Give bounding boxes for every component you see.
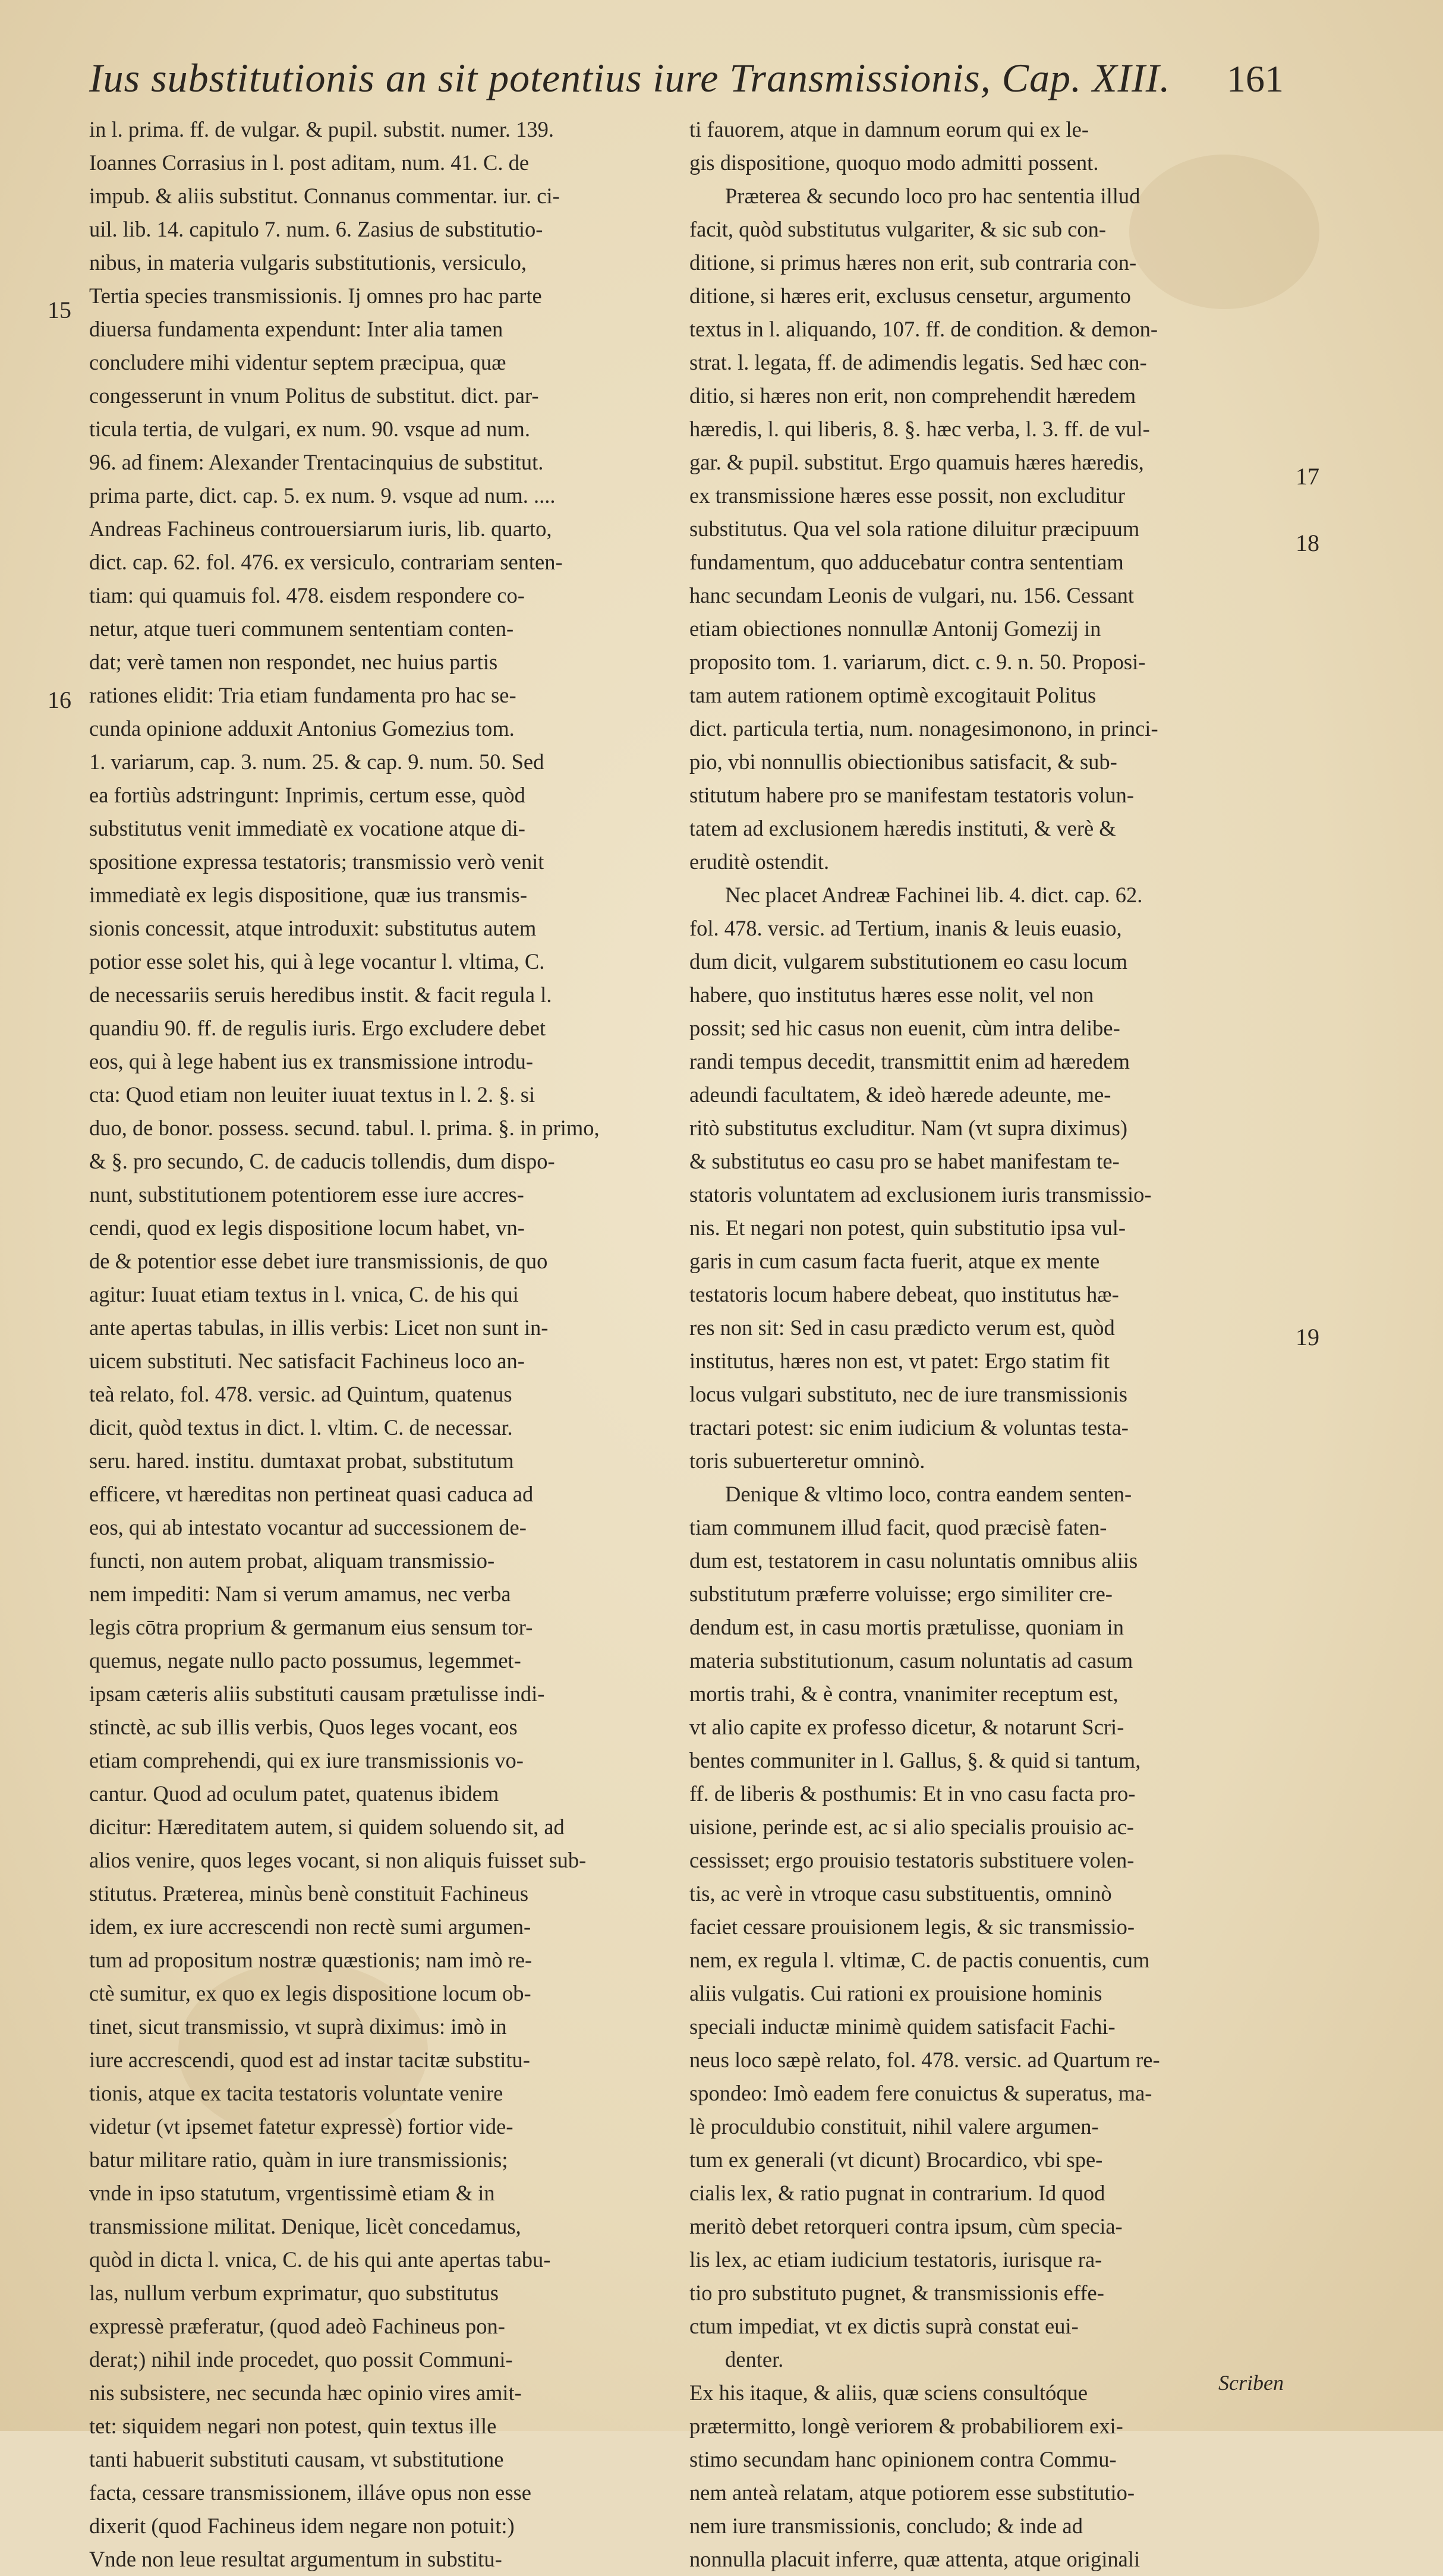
text-line: ff. de liberis & posthumis: Et in vno casu facta pro- (689, 1781, 1136, 1806)
text-line: cantur. Quod ad oculum patet, quatenus ibidem (89, 1781, 499, 1806)
text-line: quemus, negate nullo pacto possumus, legemmet- (89, 1648, 521, 1673)
text-line: hæredis, l. qui liberis, 8. §. hæc verba, l. 3. ff. de vul- (689, 417, 1150, 441)
text-line: dict. particula tertia, num. nonagesimonono, in princi- (689, 716, 1158, 741)
text-line: garis in cum casum facta fuerit, atque ex mente (689, 1249, 1100, 1273)
text-line: substitutus venit immediatè ex vocatione atque di- (89, 816, 525, 840)
text-line: ticula tertia, de vulgari, ex num. 90. vsque ad num. (89, 417, 530, 441)
text-line: quòd in dicta l. vnica, C. de his qui ante apertas tabu- (89, 2247, 551, 2272)
text-line: denter. (725, 2347, 784, 2372)
text-line: & substitutus eo casu pro se habet manifestam te- (689, 1149, 1120, 1173)
text-line: meritò debet retorqueri contra ipsum, cùm specia- (689, 2214, 1123, 2238)
text-line: immediatè ex legis dispositione, quæ ius transmis- (89, 883, 528, 907)
text-line: ipsam cæteris aliis substituti causam prætulisse indi- (89, 1681, 545, 1706)
text-line: gis dispositione, quoquo modo admitti possent. (689, 150, 1099, 175)
text-line: strat. l. legata, ff. de adimendis legatis. Sed hæc con- (689, 350, 1147, 374)
text-line: stitutum habere pro se manifestam testatoris volun- (689, 783, 1135, 807)
text-line: dicitur: Hæreditatem autem, si quidem soluendo sit, ad (89, 1815, 565, 1839)
text-line: potior esse solet his, qui à lege vocantur l. vltima, C. (89, 949, 545, 974)
text-line: nem iure transmissionis, concludo; & inde ad (689, 2514, 1083, 2538)
text-line: de & potentior esse debet iure transmissionis, de quo (89, 1249, 548, 1273)
text-line: concludere mihi videntur septem præcipua, quæ (89, 350, 506, 374)
text-line: impub. & aliis substitut. Connanus commentar. iur. ci- (89, 184, 560, 208)
text-line: bentes communiter in l. Gallus, §. & quid si tantum, (689, 1748, 1141, 1772)
text-line: hanc secundam Leonis de vulgari, nu. 156. Cessant (689, 583, 1135, 607)
text-line: eos, qui à lege habent ius ex transmissione introdu- (89, 1049, 534, 1073)
text-line: proposito tom. 1. variarum, dict. c. 9. n. 50. Proposi- (689, 650, 1146, 674)
text-line: ante apertas tabulas, in illis verbis: Licet non sunt in- (89, 1315, 549, 1340)
text-line: cessisset; ergo prouisio testatoris substituere volen- (689, 1848, 1135, 1872)
text-line: ditione, si primus hæres non erit, sub contraria con- (689, 250, 1137, 275)
text-line: tractari potest: sic enim iudicium & voluntas testa- (689, 1415, 1129, 1440)
text-line: randi tempus decedit, transmittit enim ad hæredem (689, 1049, 1130, 1073)
text-line: 1. variarum, cap. 3. num. 25. & cap. 9. num. 50. Sed (89, 750, 544, 774)
text-line: adeundi facultatem, & ideò hærede adeunte, me- (689, 1082, 1111, 1107)
text-line: substitutum præferre voluisse; ergo similiter cre- (689, 1582, 1113, 1606)
text-line: fundamentum, quo adducebatur contra sententiam (689, 550, 1124, 574)
text-line: idem, ex iure accrescendi non rectè sumi argumen- (89, 1914, 531, 1939)
text-line: cta: Quod etiam non leuiter iuuat textus in l. 2. §. si (89, 1082, 535, 1107)
text-line: Ioannes Corrasius in l. post aditam, num. 41. C. de (89, 150, 530, 175)
text-line: etiam obiectiones nonnullæ Antonij Gomezij in (689, 616, 1101, 641)
text-line: rationes elidit: Tria etiam fundamenta pro hac se- (89, 683, 516, 707)
text-line: de necessariis seruis heredibus instit. & facit regula l. (89, 982, 552, 1007)
text-line: cunda opinione adduxit Antonius Gomezius tom. (89, 716, 515, 741)
text-line: netur, atque tueri communem sententiam conten- (89, 616, 514, 641)
text-line: tum ad propositum nostræ quæstionis; nam imò re- (89, 1948, 533, 1972)
text-line: tio pro substituto pugnet, & transmissionis effe- (689, 2281, 1104, 2305)
text-line: transmissione militat. Denique, licèt concedamus, (89, 2214, 521, 2238)
text-line: & §. pro secundo, C. de caducis tollendis, dum dispo- (89, 1149, 555, 1173)
text-line: 96. ad finem: Alexander Trentacinquius de substitut. (89, 450, 544, 474)
text-line: lè proculdubio constituit, nihil valere argumen- (689, 2114, 1099, 2139)
text-line: agitur: Iuuat etiam textus in l. vnica, C. de his qui (89, 1282, 519, 1306)
text-line: prætermitto, longè veriorem & probabiliorem exi- (689, 2414, 1123, 2438)
text-line: tis, ac verè in vtroque casu substituentis, omninò (689, 1881, 1112, 1906)
text-line: fol. 478. versic. ad Tertium, inanis & leuis euasio, (689, 916, 1122, 940)
text-line: eos, qui ab intestato vocantur ad successionem de- (89, 1515, 527, 1539)
text-line: faciet cessare prouisionem legis, & sic transmissio- (689, 1914, 1135, 1939)
text-line: dict. cap. 62. fol. 476. ex versiculo, contrariam senten- (89, 550, 563, 574)
text-line: tiam: qui quamuis fol. 478. eisdem respondere co- (89, 583, 525, 607)
catchword: Scriben (1218, 2371, 1284, 2395)
margin-number: 16 (48, 686, 71, 713)
text-line: duo, de bonor. possess. secund. tabul. l. prima. §. in primo, (89, 1116, 600, 1140)
text-line: congesserunt in vnum Politus de substitut. dict. par- (89, 383, 539, 408)
left-column (89, 113, 666, 2576)
text-line: textus in l. aliquando, 107. ff. de condition. & demon- (689, 317, 1158, 341)
text-line: Ex his itaque, & aliis, quæ sciens consultóque (689, 2380, 1088, 2405)
text-line: nis subsistere, nec secunda hæc opinio vires amit- (89, 2380, 522, 2405)
text-line: in l. prima. ff. de vulgar. & pupil. substit. numer. 139. (89, 117, 554, 141)
text-line: sionis concessit, atque introduxit: substitutus autem (89, 916, 537, 940)
text-line: dicit, quòd textus in dict. l. vltim. C. de necessar. (89, 1415, 513, 1440)
text-line: gar. & pupil. substitut. Ergo quamuis hæres hæredis, (689, 450, 1144, 474)
text-line: functi, non autem probat, aliquam transmissio- (89, 1548, 495, 1573)
text-line: cendi, quod ex legis dispositione locum habet, vn- (89, 1215, 525, 1240)
text-line: nem impediti: Nam si verum amamus, nec verba (89, 1582, 511, 1606)
text-line: ctum impediat, vt ex dictis suprà constat eui- (689, 2314, 1079, 2338)
text-line: efficere, vt hæreditas non pertineat quasi caduca ad (89, 1482, 534, 1506)
text-line: tet: siquidem negari non potest, quin textus ille (89, 2414, 497, 2438)
text-line: Præterea & secundo loco pro hac sententia illud (725, 184, 1140, 208)
margin-number: 15 (48, 297, 71, 323)
text-line: Tertia species transmissionis. Ij omnes pro hac parte (89, 284, 542, 308)
text-line: nis. Et negari non potest, quin substitutio ipsa vul- (689, 1215, 1126, 1240)
text-line: uisione, perinde est, ac si alio specialis prouisio ac- (689, 1815, 1135, 1839)
text-line: uicem substituti. Nec satisfacit Fachineus loco an- (89, 1349, 525, 1373)
text-line: prima parte, dict. cap. 5. ex num. 9. vsque ad num. .... (89, 483, 556, 508)
text-line: lis lex, ac etiam iudicium testatoris, iurisque ra- (689, 2247, 1102, 2272)
right-column (689, 113, 1272, 2576)
text-line: vnde in ipso statutum, vrgentissimè etiam & in (89, 2181, 495, 2205)
text-line: possit; sed hic casus non euenit, cùm intra delibe- (689, 1016, 1120, 1040)
text-line: aliis vulgatis. Cui rationi ex prouisione hominis (689, 1981, 1102, 2005)
text-line: dum dicit, vulgarem substitutionem eo casu locum (689, 949, 1127, 974)
text-line: Vnde non leue resultat argumentum in substitu- (89, 2547, 502, 2571)
running-title: Ius substitutionis an sit potentius iure Transmissionis, Cap. XIII. (89, 55, 1171, 100)
text-line: etiam comprehendi, qui ex iure transmissionis vo- (89, 1748, 524, 1772)
text-line: tum ex generali (vt dicunt) Brocardico, vbi spe- (689, 2147, 1103, 2172)
text-line: nem anteà relatam, atque potiorem esse substitutio- (689, 2480, 1135, 2505)
text-line: tanti habuerit substituti causam, vt substitutione (89, 2447, 504, 2471)
text-line: alios venire, quos leges vocant, si non aliquis fuisset sub- (89, 1848, 587, 1872)
text-line: stimo secundam hanc opinionem contra Commu- (689, 2447, 1117, 2471)
text-line: dendum est, in casu mortis prætulisse, quoniam in (689, 1615, 1124, 1639)
text-line: facta, cessare transmissionem, illáve opus non esse (89, 2480, 531, 2505)
text-line: neus loco sæpè relato, fol. 478. versic. ad Quartum re- (689, 2048, 1160, 2072)
text-line: ex transmissione hæres esse possit, non excluditur (689, 483, 1125, 508)
page-header (89, 55, 1284, 120)
text-line: batur militare ratio, quàm in iure transmissionis; (89, 2147, 508, 2172)
text-line: dat; verè tamen non respondet, nec huius partis (89, 650, 498, 674)
text-line: ea fortiùs adstringunt: Inprimis, certum esse, quòd (89, 783, 525, 807)
text-line: nunt, substitutionem potentiorem esse iure accres- (89, 1182, 524, 1207)
text-line: facit, quòd substitutus vulgariter, & sic sub con- (689, 217, 1107, 241)
text-line: ditione, si hæres erit, exclusus censetur, argumento (689, 284, 1131, 308)
text-line: ti fauorem, atque in damnum eorum qui ex le- (689, 117, 1089, 141)
margin-number: 19 (1296, 1324, 1319, 1350)
text-line: spondeo: Imò eadem fere conuictus & superatus, ma- (689, 2081, 1152, 2105)
margin-number: 18 (1296, 530, 1319, 556)
text-line: seru. hared. institu. dumtaxat probat, substitutum (89, 1448, 514, 1473)
text-line: nonnulla placuit inferre, quæ attenta, atque originali (689, 2547, 1140, 2571)
text-line: toris subuerteretur omninò. (689, 1448, 925, 1473)
text-line: tam autem rationem optimè excogitauit Politus (689, 683, 1097, 707)
text-line: locus vulgari substituto, nec de iure transmissionis (689, 1382, 1128, 1406)
text-line: materia substitutionum, casum noluntatis ad casum (689, 1648, 1133, 1673)
text-line: derat;) nihil inde procedet, quo possit Communi- (89, 2347, 513, 2372)
text-line: habere, quo institutus hæres esse nolit, vel non (689, 982, 1094, 1007)
text-line: uil. lib. 14. capitulo 7. num. 6. Zasius de substitutio- (89, 217, 543, 241)
text-line: dixerit (quod Fachineus idem negare non potuit:) (89, 2514, 515, 2538)
text-line: teà relato, fol. 478. versic. ad Quintum, quatenus (89, 1382, 512, 1406)
text-line: institutus, hæres non est, vt patet: Ergo statim fit (689, 1349, 1110, 1373)
text-line: mortis trahi, & è contra, vnanimiter receptum est, (689, 1681, 1119, 1706)
text-line: speciali inductæ minimè quidem satisfacit Fachi- (689, 2014, 1116, 2039)
text-line: stinctè, ac sub illis verbis, Quos leges vocant, eos (89, 1715, 518, 1739)
text-line: ritò substitutus excluditur. Nam (vt supra diximus) (689, 1116, 1128, 1140)
text-line: pio, vbi nonnullis obiectionibus satisfacit, & sub- (689, 750, 1117, 774)
text-line: statoris voluntatem ad exclusionem iuris transmissio- (689, 1182, 1152, 1207)
text-line: eruditè ostendit. (689, 849, 830, 874)
text-line: ctè sumitur, ex quo ex legis dispositione locum ob- (89, 1981, 531, 2005)
text-line: tionis, atque ex tacita testatoris voluntate venire (89, 2081, 503, 2105)
text-line: cialis lex, & ratio pugnat in contrarium. Id quod (689, 2181, 1105, 2205)
text-line: legis cōtra proprium & germanum eius sensum tor- (89, 1615, 533, 1639)
text-line: tiam communem illud facit, quod præcisè faten- (689, 1515, 1107, 1539)
text-line: ditio, si hæres non erit, non comprehendit hæredem (689, 383, 1136, 408)
page-number: 161 (1227, 58, 1284, 100)
text-line: nibus, in materia vulgaris substitutionis, versiculo, (89, 250, 527, 275)
text-line: las, nullum verbum exprimatur, quo substitutus (89, 2281, 499, 2305)
text-line: vt alio capite ex professo dicetur, & notarunt Scri- (689, 1715, 1124, 1739)
margin-number: 17 (1296, 463, 1319, 490)
text-line: Denique & vltimo loco, contra eandem senten- (725, 1482, 1132, 1506)
text-line: Andreas Fachineus controuersiarum iuris, lib. quarto, (89, 517, 552, 541)
text-line: res non sit: Sed in casu prædicto verum est, quòd (689, 1315, 1115, 1340)
text-line: diuersa fundamenta expendunt: Inter alia tamen (89, 317, 503, 341)
text-line: quandiu 90. ff. de regulis iuris. Ergo excludere debet (89, 1016, 546, 1040)
text-line: spositione expressa testatoris; transmissio verò venit (89, 849, 544, 874)
text-line: tinet, sicut transmissio, vt suprà diximus: imò in (89, 2014, 507, 2039)
text-line: expressè præferatur, (quod adeò Fachineus pon- (89, 2314, 505, 2338)
text-line: dum est, testatorem in casu noluntatis omnibus aliis (689, 1548, 1138, 1573)
text-line: substitutus. Qua vel sola ratione diluitur præcipuum (689, 517, 1140, 541)
text-line: testatoris locum habere debeat, quo institutus hæ- (689, 1282, 1119, 1306)
text-line: iure accrescendi, quod est ad instar tacitæ substitu- (89, 2048, 530, 2072)
text-line: nem, ex regula l. vltimæ, C. de pactis conuentis, cum (689, 1948, 1150, 1972)
text-line: videtur (vt ipsemet fatetur expressè) fortior vide- (89, 2114, 513, 2139)
text-line: Nec placet Andreæ Fachinei lib. 4. dict. cap. 62. (725, 883, 1143, 907)
text-line: tatem ad exclusionem hæredis instituti, & verè & (689, 816, 1116, 840)
text-line: stitutus. Præterea, minùs benè constituit Fachineus (89, 1881, 529, 1906)
